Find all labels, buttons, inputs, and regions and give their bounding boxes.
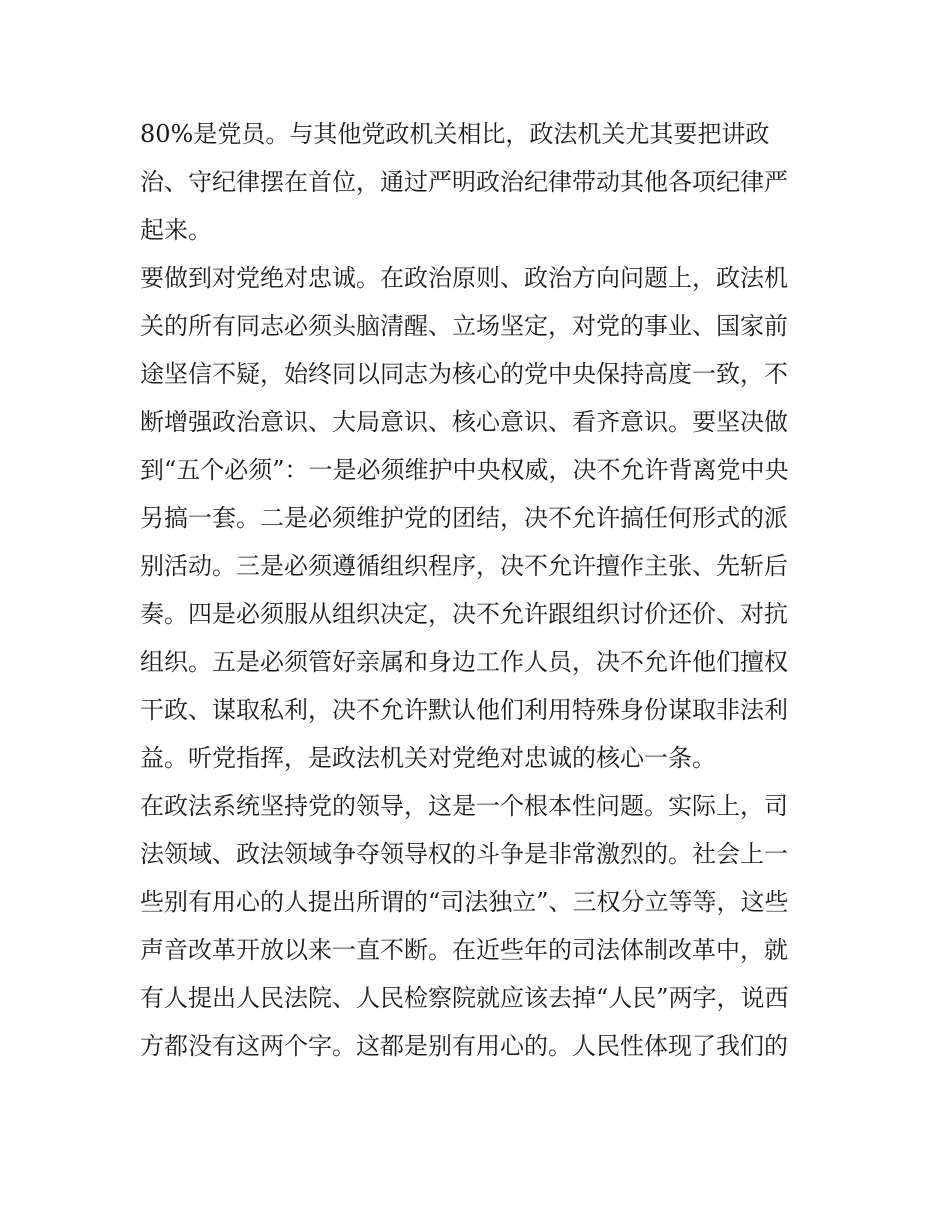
text-line: 80%是党员。与其他党政机关相比，政法机关尤其要把讲政 <box>140 120 770 148</box>
text-line: 起来。 <box>140 216 212 244</box>
text-line: 奏。四是必须服从组织决定，决不允许跟组织讨价还价、对抗 <box>140 600 788 628</box>
body-text <box>140 110 820 1070</box>
text-line: 断增强政治意识、大局意识、核心意识、看齐意识。要坚决做 <box>140 408 788 436</box>
text-line: 治、守纪律摆在首位，通过严明政治纪律带动其他各项纪律严 <box>140 168 788 196</box>
text-line: 方都没有这两个字。这都是别有用心的。人民性体现了我们的 <box>140 1032 788 1060</box>
text-line: 要做到对党绝对忠诚。在政治原则、政治方向问题上，政法机 <box>140 264 788 292</box>
text-line: 干政、谋取私利，决不允许默认他们利用特殊身份谋取非法利 <box>140 696 788 724</box>
text-line: 声音改革开放以来一直不断。在近些年的司法体制改革中，就 <box>140 936 788 964</box>
text-line: 法领域、政法领域争夺领导权的斗争是非常激烈的。社会上一 <box>140 840 788 868</box>
text-line: 别活动。三是必须遵循组织程序，决不允许擅作主张、先斩后 <box>140 552 788 580</box>
text-line: 途坚信不疑，始终同以同志为核心的党中央保持高度一致，不 <box>140 360 788 388</box>
text-line: 些别有用心的人提出所谓的“司法独立”、三权分立等等，这些 <box>140 888 789 916</box>
text-line: 在政法系统坚持党的领导，这是一个根本性问题。实际上，司 <box>140 792 788 820</box>
text-line: 关的所有同志必须头脑清醒、立场坚定，对党的事业、国家前 <box>140 312 788 340</box>
text-line: 到“五个必须”：一是必须维护中央权威，决不允许背离党中央 <box>140 456 789 484</box>
text-line: 有人提出人民法院、人民检察院就应该去掉“人民”两字，说西 <box>140 984 789 1012</box>
text-line: 另搞一套。二是必须维护党的团结，决不允许搞任何形式的派 <box>140 504 788 532</box>
text-line: 益。听党指挥，是政法机关对党绝对忠诚的核心一条。 <box>140 744 716 772</box>
text-line: 组织。五是必须管好亲属和身边工作人员，决不允许他们擅权 <box>140 648 788 676</box>
